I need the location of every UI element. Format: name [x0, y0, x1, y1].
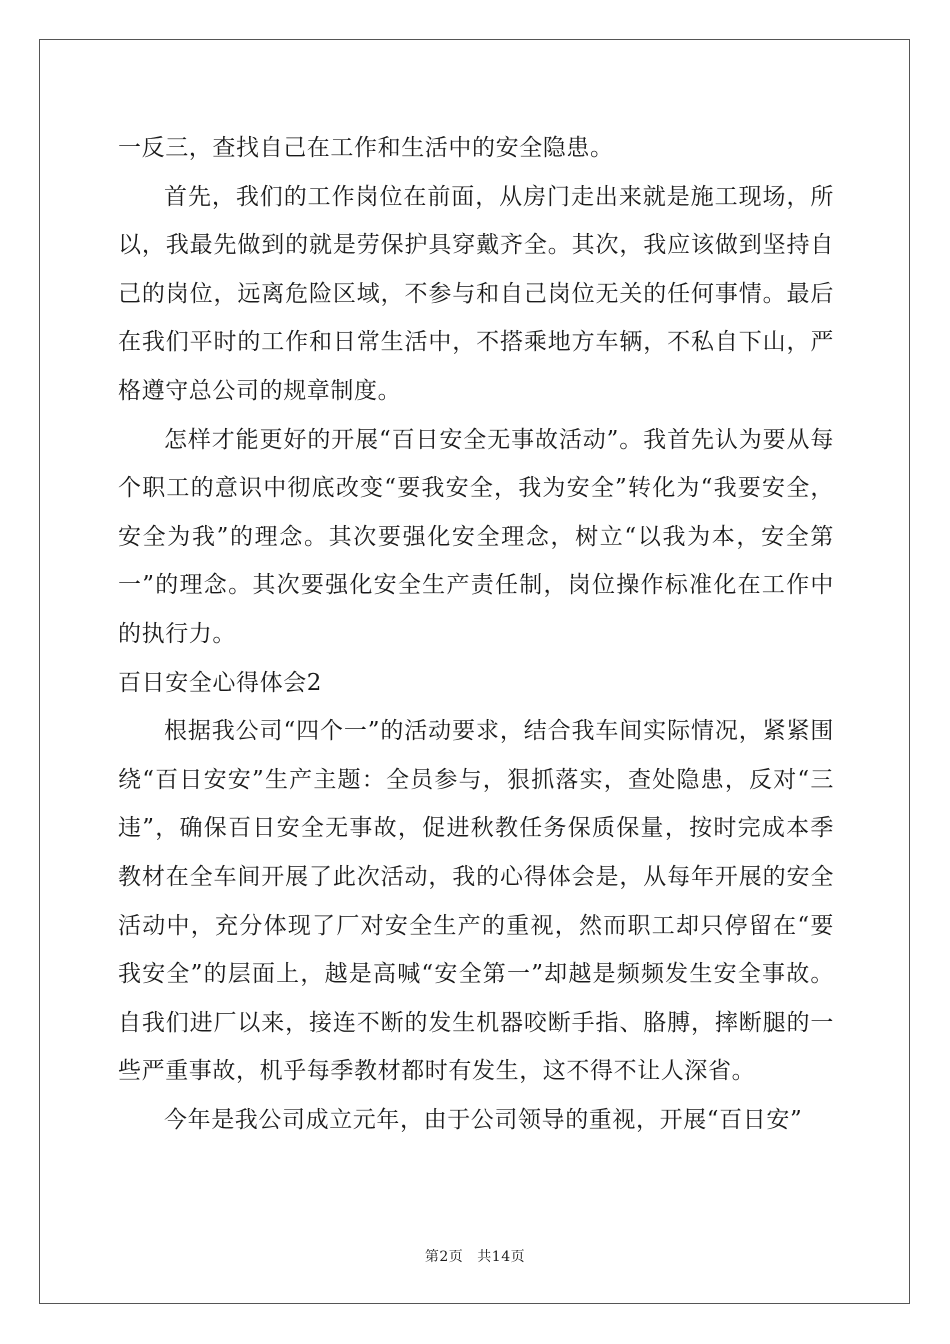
paragraph-work-position: 首先，我们的工作岗位在前面，从房门走出来就是施工现场，所以，我最先做到的就是劳保护具穿戴齐全。其次，我应该做到坚持自己的岗位，远离危险区域，不参与和自己岗位无关的任何事情。最后在我们平时的工作和日常生活中，不搭乘地方车辆，不私自下山，严格遵守总公司的规章制度。: [118, 183, 834, 404]
paragraph-company-founding: 今年是我公司成立元年，由于公司领导的重视，开展“百日安”: [164, 1106, 803, 1133]
section-heading: 百日安全心得体会2: [118, 669, 323, 696]
page-total: 共14页: [477, 1249, 526, 1265]
document-body: [118, 124, 834, 1144]
paragraph-activity-requirements: 根据我公司“四个一”的活动要求，结合我车间实际情况，紧紧围绕“百日安安”生产主题：全员参与，狠抓落实，查处隐患，反对“三违”，确保百日安全无事故，促进秋教任务保质保量，按时完成本季教材在全车间开展了此次活动，我的心得体会是，从每年开展的安全活动中，充分体现了厂对安全生产的重视，然而职工却只停留在“要我安全”的层面上，越是高喊“安全第一”却越是频频发生安全事故。自我们进厂以来，接连不断的发生机器咬断手指、胳膊，摔断腿的一些严重事故，机乎每季教材都时有发生，这不得不让人深省。: [118, 718, 834, 1085]
page-number: 第2页: [424, 1249, 464, 1265]
page-footer: [0, 1246, 950, 1266]
paragraph-continuation: 一反三，查找自己在工作和生活中的安全隐患。: [118, 135, 614, 161]
paragraph-safety-awareness: 怎样才能更好的开展“百日安全无事故活动”。我首先认为要从每个职工的意识中彻底改变“要我安全，我为安全”转化为“我要安全，安全为我”的理念。其次要强化安全理念，树立“以我为本，安全第一”的理念。其次要强化安全生产责任制，岗位操作标准化在工作中的执行力。: [118, 426, 834, 647]
